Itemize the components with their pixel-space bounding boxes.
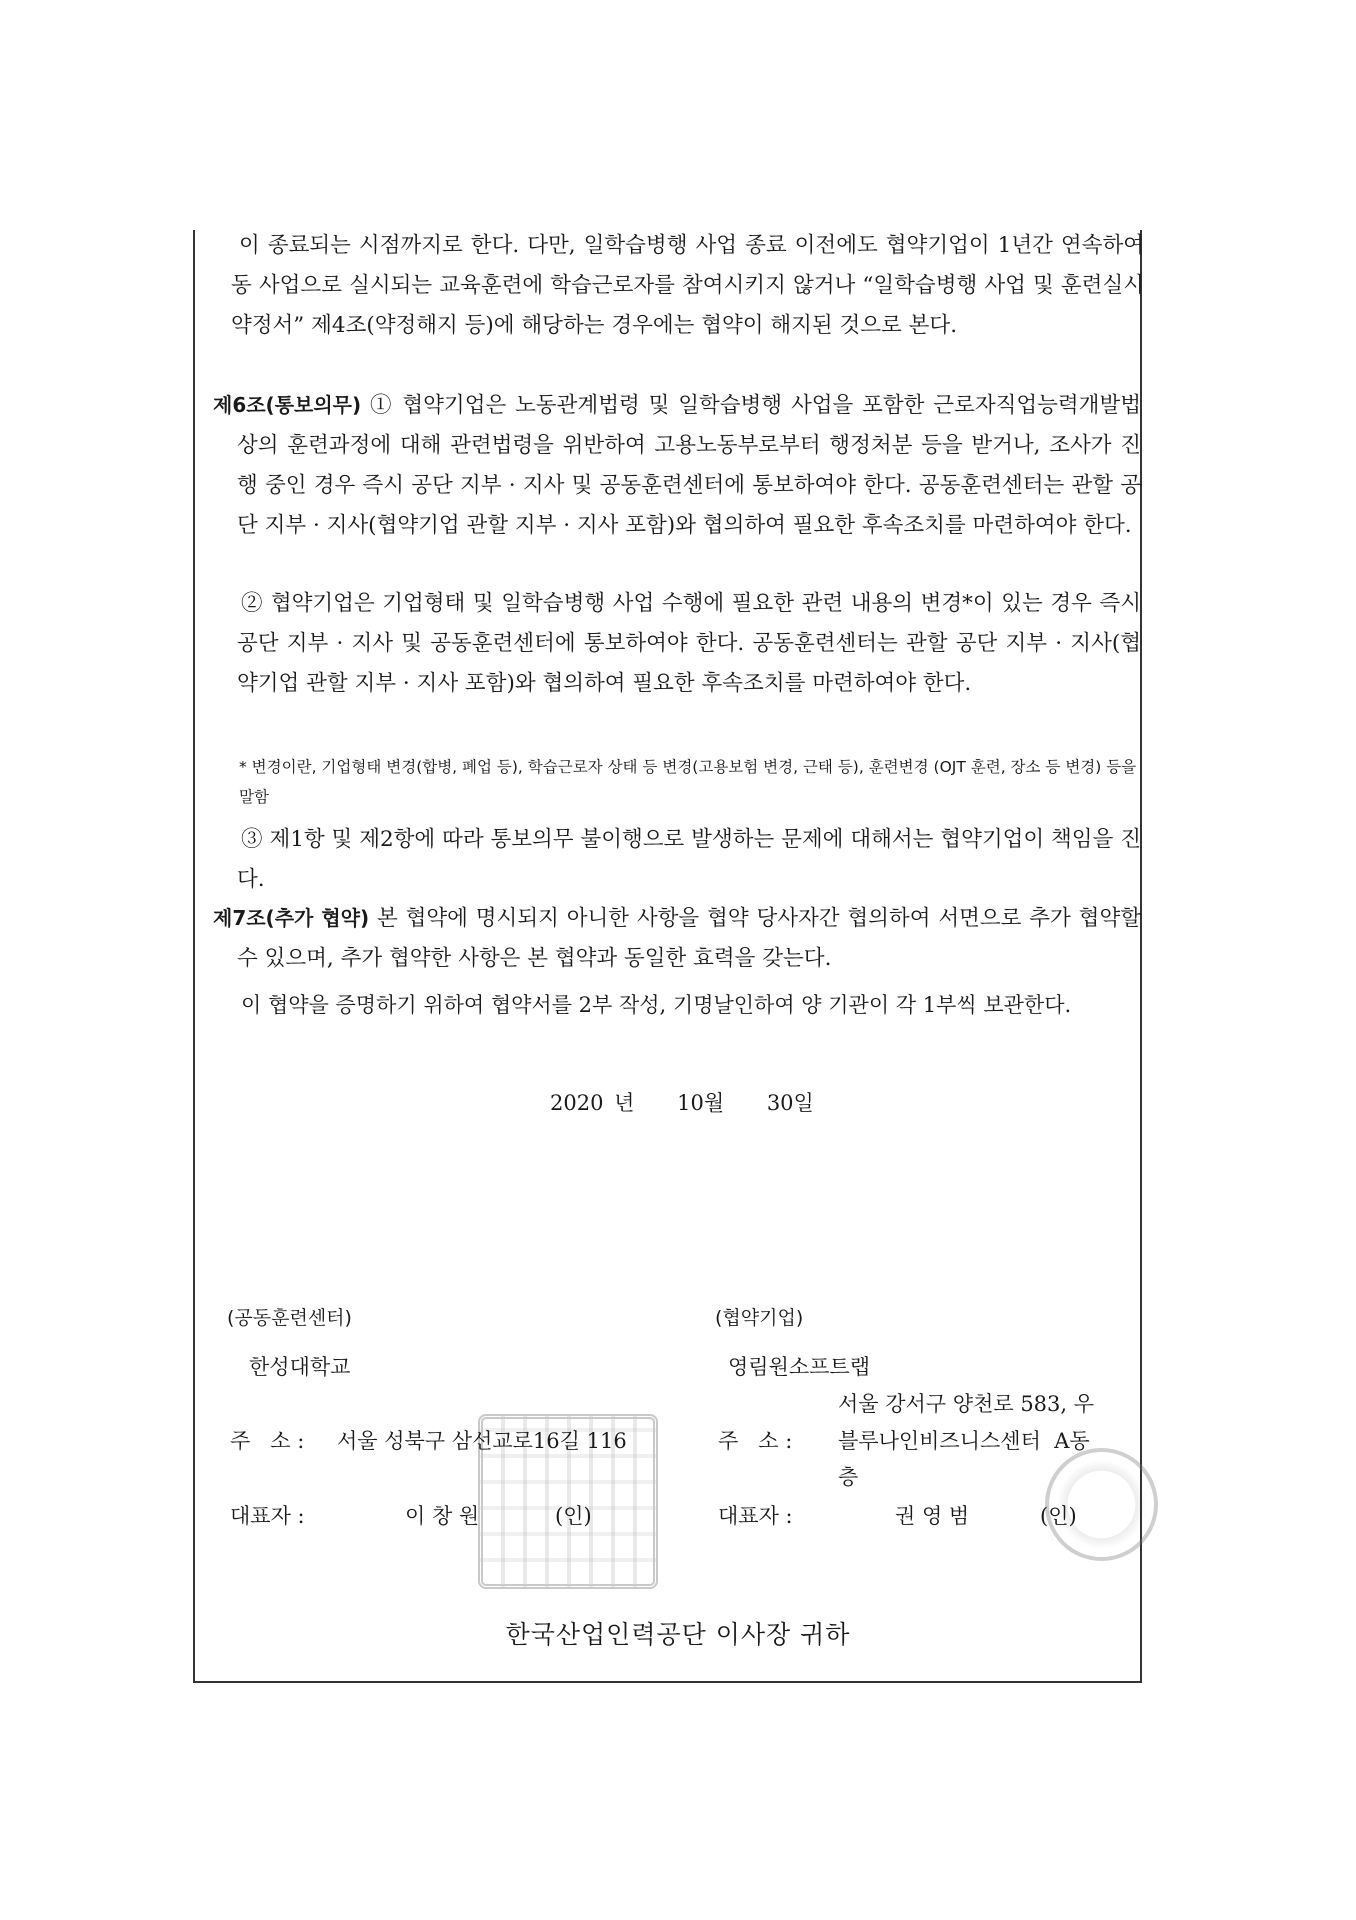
left-rep-label: 대표자 :	[230, 1504, 305, 1528]
article-6-para-1-text: ① 협약기업은 노동관계법령 및 일학습병행 사업을 포함한 근로자직업능력개발법 상의 훈련과정에 대해 관련법령을 위반하여 고용노동부로부터 행정처분 등을 받거나, 조사가 진행 중인 경우 즉시 공단 지부 · 지사 및 공동훈련센터에 통보하여야 한다. 공동훈련센터는 관할 공단 지부 · 지사(협약기업 관할 지부 · 지사 포함)와 협의하여 필요한 후속조치를 마련하여야 한다.	[237, 393, 1141, 538]
right-party-name: 영림원소프트랩	[728, 1355, 871, 1379]
right-seal-mark: (인)	[1040, 1504, 1077, 1528]
article-6-heading: 제6조(통보의무)	[213, 393, 362, 417]
left-address-label: 주 소 :	[230, 1429, 305, 1453]
article-7-heading: 제7조(추가 협약)	[213, 906, 370, 930]
left-party-heading: (공동훈련센터)	[227, 1307, 352, 1329]
right-address-line-3: 층	[838, 1465, 859, 1489]
left-address: 서울 성북구 삼선교로16길 116	[337, 1429, 627, 1453]
right-party-heading: (협약기업)	[715, 1307, 804, 1329]
article-6-para-2: ② 협약기업은 기업형태 및 일학습병행 사업 수행에 필요한 관련 내용의 변경*이 있는 경우 즉시 공단 지부 · 지사 및 공동훈련센터에 통보하여야 한다. 공동훈련센터는 관할 공단 지부 · 지사(협약기업 관할 지부 · 지사 포함)와 협의하여 필요한 후속조치를 마련하여야 한다.	[237, 591, 1141, 696]
right-address-label: 주 소 :	[718, 1429, 793, 1453]
closing-statement: 이 협약을 증명하기 위하여 협약서를 2부 작성, 기명날인하여 양 기관이 각 1부씩 보관한다.	[241, 993, 1072, 1017]
article-6-para-1	[213, 385, 1141, 546]
article-5-continued: 이 종료되는 시점까지로 한다. 다만, 일학습병행 사업 종료 이전에도 협약기업이 1년간 연속하여 동 사업으로 실시되는 교육훈련에 학습근로자를 참여시키지 않거나 “일학습병행 사업 및 훈련실시 약정서” 제4조(약정해지 등)에 해당하는 경우에는 협약이 해지된 것으로 본다.	[231, 233, 1144, 338]
right-rep-name: 권 영 범	[895, 1504, 970, 1528]
article-7	[213, 898, 1141, 979]
agreement-date: 2020 년 10월 30일	[550, 1091, 814, 1115]
article-6-footnote: * 변경이란, 기업형태 변경(합병, 폐업 등), 학습근로자 상태 등 변경(고용보험 변경, 근태 등), 훈련변경 (OJT 훈련, 장소 등 변경) 등을 말함	[239, 758, 1137, 806]
article-7-text: 본 협약에 명시되지 아니한 사항을 협약 당사자간 협의하여 서면으로 추가 협약할 수 있으며, 추가 협약한 사항은 본 협약과 동일한 효력을 갖는다.	[237, 906, 1141, 971]
article-6-para-3: ③ 제1항 및 제2항에 따라 통보의무 불이행으로 발생하는 문제에 대해서는 협약기업이 책임을 진다.	[237, 827, 1141, 892]
right-rep-label: 대표자 :	[718, 1504, 793, 1528]
left-rep-name: 이 창 원	[405, 1504, 480, 1528]
right-address-line-1: 서울 강서구 양천로 583, 우	[838, 1392, 1095, 1416]
right-address-line-2: 블루나인비즈니스센터 A동	[838, 1429, 1090, 1453]
left-party-name: 한성대학교	[249, 1355, 351, 1379]
addressee-line: 한국산업인력공단 이사장 귀하	[505, 1620, 851, 1649]
left-seal-mark: (인)	[555, 1504, 592, 1528]
